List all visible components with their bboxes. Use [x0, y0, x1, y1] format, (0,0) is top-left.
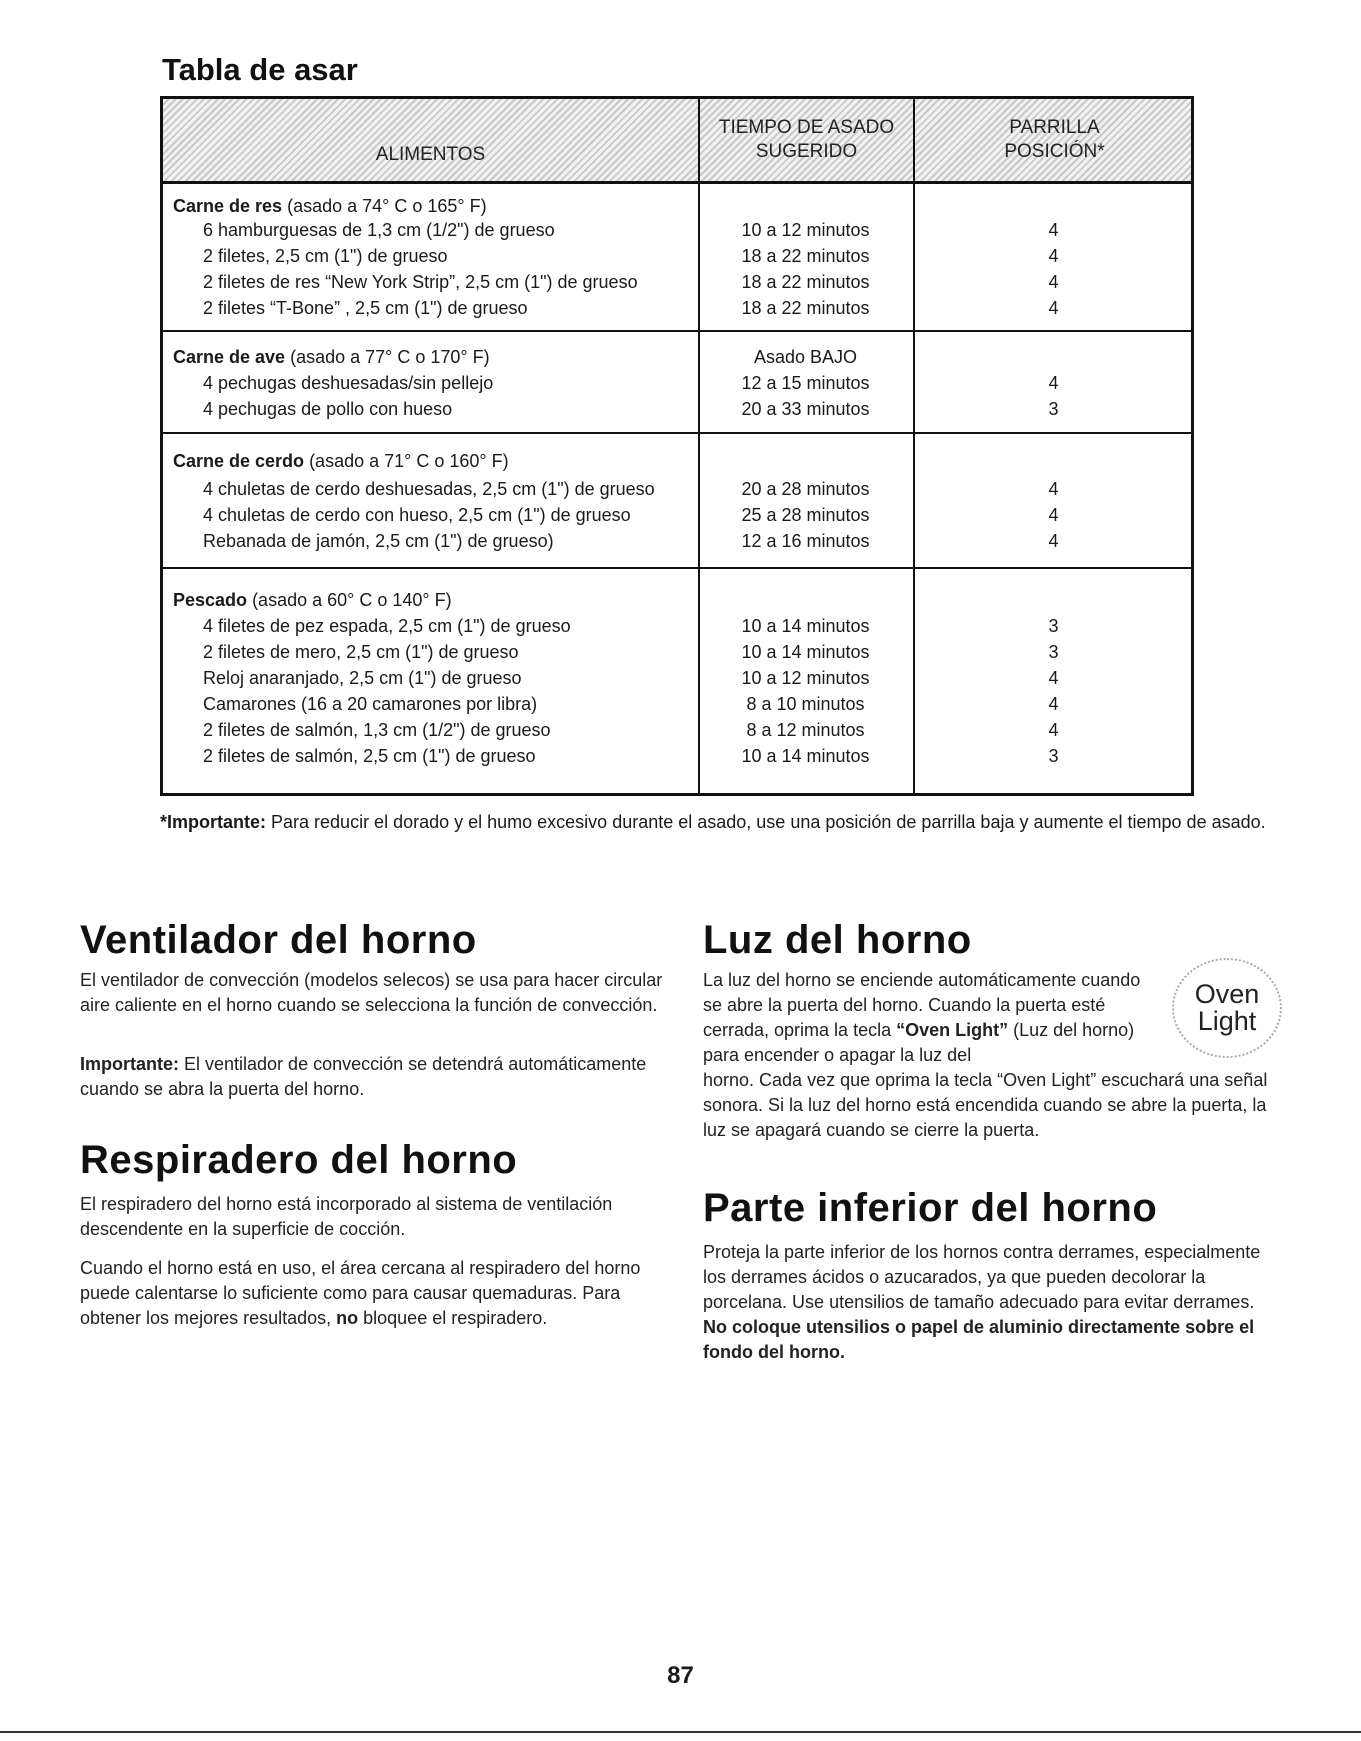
section-name: Pescado — [173, 590, 248, 610]
time-cell: 12 a 15 minutos — [741, 373, 870, 393]
table-section-pork — [163, 434, 1191, 569]
food-cell: 6 hamburguesas de 1,3 cm (1/2") de grueso — [203, 220, 555, 240]
time-cell: 10 a 14 minutos — [741, 642, 870, 662]
table-title: Tabla de asar — [162, 52, 358, 87]
header-food-label: ALIMENTOS — [375, 144, 486, 165]
bottom-paragraph — [703, 1240, 1273, 1365]
header-food — [163, 99, 698, 181]
time-cell: 10 a 14 minutos — [741, 746, 870, 766]
light-paragraph-2: horno. Cada vez que oprima la tecla “Oven Light” escuchará una señal sonora. Si la luz del horno está encendida cuando se abre la puerta, la luz se apagará cuando se cierre la puerta. — [703, 1070, 1268, 1140]
broil-chart-table — [160, 96, 1194, 796]
important-text: Para reducir el dorado y el humo excesivo durante el asado, use una posición de parrilla baja y aumente el tiempo de asado. — [266, 812, 1266, 832]
rack-cell: 3 — [1048, 642, 1059, 662]
table-section-poultry — [163, 332, 1191, 434]
header-time — [698, 99, 913, 181]
rack-cell: 4 — [1048, 531, 1059, 551]
food-cell: 2 filetes de salmón, 2,5 cm (1") de grueso — [203, 746, 536, 766]
bottom-title: Parte inferior del horno — [703, 1186, 1158, 1230]
time-cell: 8 a 10 minutos — [746, 694, 865, 714]
table-row — [163, 370, 1191, 396]
section-name: Carne de res — [173, 196, 283, 216]
rack-cell: 3 — [1048, 746, 1059, 766]
vent-text-c: bloquee el respiradero. — [358, 1308, 548, 1328]
table-row — [163, 269, 1191, 295]
food-cell: 4 pechugas deshuesadas/sin pellejo — [203, 373, 494, 393]
table-row — [163, 665, 1191, 691]
rack-cell: 4 — [1048, 246, 1059, 266]
food-cell: 2 filetes “T-Bone” , 2,5 cm (1") de grueso — [203, 298, 528, 318]
section-note: (asado a 60° C o 140° F) — [252, 590, 452, 610]
table-row — [163, 743, 1191, 769]
vent-text-a: Cuando el horno está en uso, el área cercana al respiradero del horno puede calentarse lo suficiente como para causar quemaduras. Para obtener los mejores resultados, — [80, 1258, 641, 1328]
time-cell: 20 a 28 minutos — [741, 479, 870, 499]
table-row — [163, 476, 1191, 502]
rack-cell: 4 — [1048, 668, 1059, 688]
oven-light-key-icon — [1172, 958, 1282, 1058]
time-cell: 25 a 28 minutos — [741, 505, 870, 525]
rack-cell: 4 — [1048, 272, 1059, 292]
time-cell: 8 a 12 minutos — [746, 720, 865, 740]
important-label: *Importante: — [160, 812, 267, 832]
food-cell: 4 pechugas de pollo con hueso — [203, 399, 453, 419]
time-cell: 18 a 22 minutos — [741, 246, 870, 266]
table-row — [163, 344, 1191, 370]
page-number: 87 — [667, 1662, 694, 1689]
food-cell: 2 filetes de mero, 2,5 cm (1") de grueso — [203, 642, 519, 662]
header-time-line1: TIEMPO DE ASADO — [718, 117, 895, 138]
section-heading — [173, 448, 509, 474]
rack-cell: 3 — [1048, 399, 1059, 419]
time-cell: Asado BAJO — [753, 347, 858, 367]
fan-title: Ventilador del horno — [80, 918, 477, 962]
time-cell: 10 a 12 minutos — [741, 220, 870, 240]
section-note: (asado a 74° C o 165° F) — [287, 196, 487, 216]
rack-cell: 4 — [1048, 505, 1059, 525]
rack-cell: 3 — [1048, 616, 1059, 636]
footer-divider — [0, 1731, 1361, 1733]
rack-cell: 4 — [1048, 298, 1059, 318]
rack-cell: 4 — [1048, 479, 1059, 499]
table-row — [163, 691, 1191, 717]
table-header-row — [163, 99, 1191, 184]
oven-light-key-line2: Light — [1197, 1006, 1257, 1036]
bottom-text-a: Proteja la parte inferior de los hornos contra derrames, especialmente los derrames ácidos o azucarados, ya que pueden decolorar la porcelana. Use utensilios de tamaño adecuado para evitar derrames. — [703, 1242, 1261, 1312]
header-rack-line2: POSICIÓN* — [1004, 141, 1105, 162]
table-row — [163, 528, 1191, 554]
vent-text-no: no — [336, 1308, 359, 1328]
vent-paragraph-2 — [80, 1256, 670, 1331]
light-title: Luz del horno — [703, 918, 972, 962]
vent-title: Respiradero del horno — [80, 1138, 518, 1182]
time-cell: 10 a 14 minutos — [741, 616, 870, 636]
food-cell: 2 filetes de salmón, 1,3 cm (1/2") de grueso — [203, 720, 551, 740]
light-text-c: (Luz del horno) para encender o apagar la luz del — [703, 1020, 1135, 1065]
table-row — [163, 717, 1191, 743]
section-note: (asado a 71° C o 160° F) — [309, 451, 509, 471]
time-cell: 12 a 16 minutos — [741, 531, 870, 551]
fan-important-label: Importante: — [80, 1054, 179, 1074]
table-row — [163, 243, 1191, 269]
food-cell: 4 chuletas de cerdo con hueso, 2,5 cm (1") de grueso — [203, 505, 631, 525]
light-key-name: “Oven Light” — [896, 1020, 1009, 1040]
rack-cell: 4 — [1048, 220, 1059, 240]
food-cell: 4 chuletas de cerdo deshuesadas, 2,5 cm (1") de grueso — [203, 479, 655, 499]
header-rack — [913, 99, 1194, 181]
time-cell: 18 a 22 minutos — [741, 272, 870, 292]
food-cell: Rebanada de jamón, 2,5 cm (1") de grueso) — [203, 531, 554, 551]
time-cell: 10 a 12 minutos — [741, 668, 870, 688]
section-name: Carne de ave — [173, 347, 286, 367]
food-cell: Camarones (16 a 20 camarones por libra) — [203, 694, 538, 714]
header-time-line2: SUGERIDO — [755, 141, 858, 162]
rack-cell: 4 — [1048, 694, 1059, 714]
table-row — [163, 396, 1191, 422]
table-row — [163, 295, 1191, 321]
important-note — [160, 812, 1266, 833]
vent-paragraph: El respiradero del horno está incorporado al sistema de ventilación descendente en la superficie de cocción. — [80, 1194, 613, 1239]
light-text-a: La luz del horno se enciende automáticamente cuando se abre la puerta del horno. Cuando la puerta esté cerrada, oprima la tecla — [703, 970, 1141, 1040]
light-paragraph — [703, 968, 1143, 1068]
fan-important-text: El ventilador de convección se detendrá automáticamente cuando se abra la puerta del horno. — [80, 1054, 647, 1099]
section-name: Carne de cerdo — [173, 451, 305, 471]
table-section-fish — [163, 569, 1191, 793]
table-row — [163, 639, 1191, 665]
fan-important-paragraph — [80, 1052, 670, 1102]
time-cell: 18 a 22 minutos — [741, 298, 870, 318]
table-row — [163, 502, 1191, 528]
header-rack-line1: PARRILLA — [1009, 117, 1100, 138]
food-cell: 4 filetes de pez espada, 2,5 cm (1") de grueso — [203, 616, 571, 636]
food-cell: 2 filetes, 2,5 cm (1") de grueso — [203, 246, 448, 266]
rack-cell: 4 — [1048, 720, 1059, 740]
table-row — [163, 613, 1191, 639]
table-section-beef — [163, 184, 1191, 332]
fan-paragraph: El ventilador de convección (modelos selecos) se usa para hacer circular aire caliente en el horno cuando se selecciona la función de convección. — [80, 970, 663, 1015]
bottom-text-warning: No coloque utensilios o papel de aluminio directamente sobre el fondo del horno. — [703, 1317, 1255, 1362]
table-row — [163, 217, 1191, 243]
time-cell: 20 a 33 minutos — [741, 399, 870, 419]
section-heading — [173, 193, 487, 219]
food-cell: Reloj anaranjado, 2,5 cm (1") de grueso — [203, 668, 522, 688]
food-cell: 2 filetes de res “New York Strip”, 2,5 cm (1") de grueso — [203, 272, 638, 292]
rack-cell: 4 — [1048, 373, 1059, 393]
oven-light-key-line1: Oven — [1194, 979, 1260, 1009]
section-note: (asado a 77° C o 170° F) — [290, 347, 490, 367]
section-heading — [173, 587, 452, 613]
